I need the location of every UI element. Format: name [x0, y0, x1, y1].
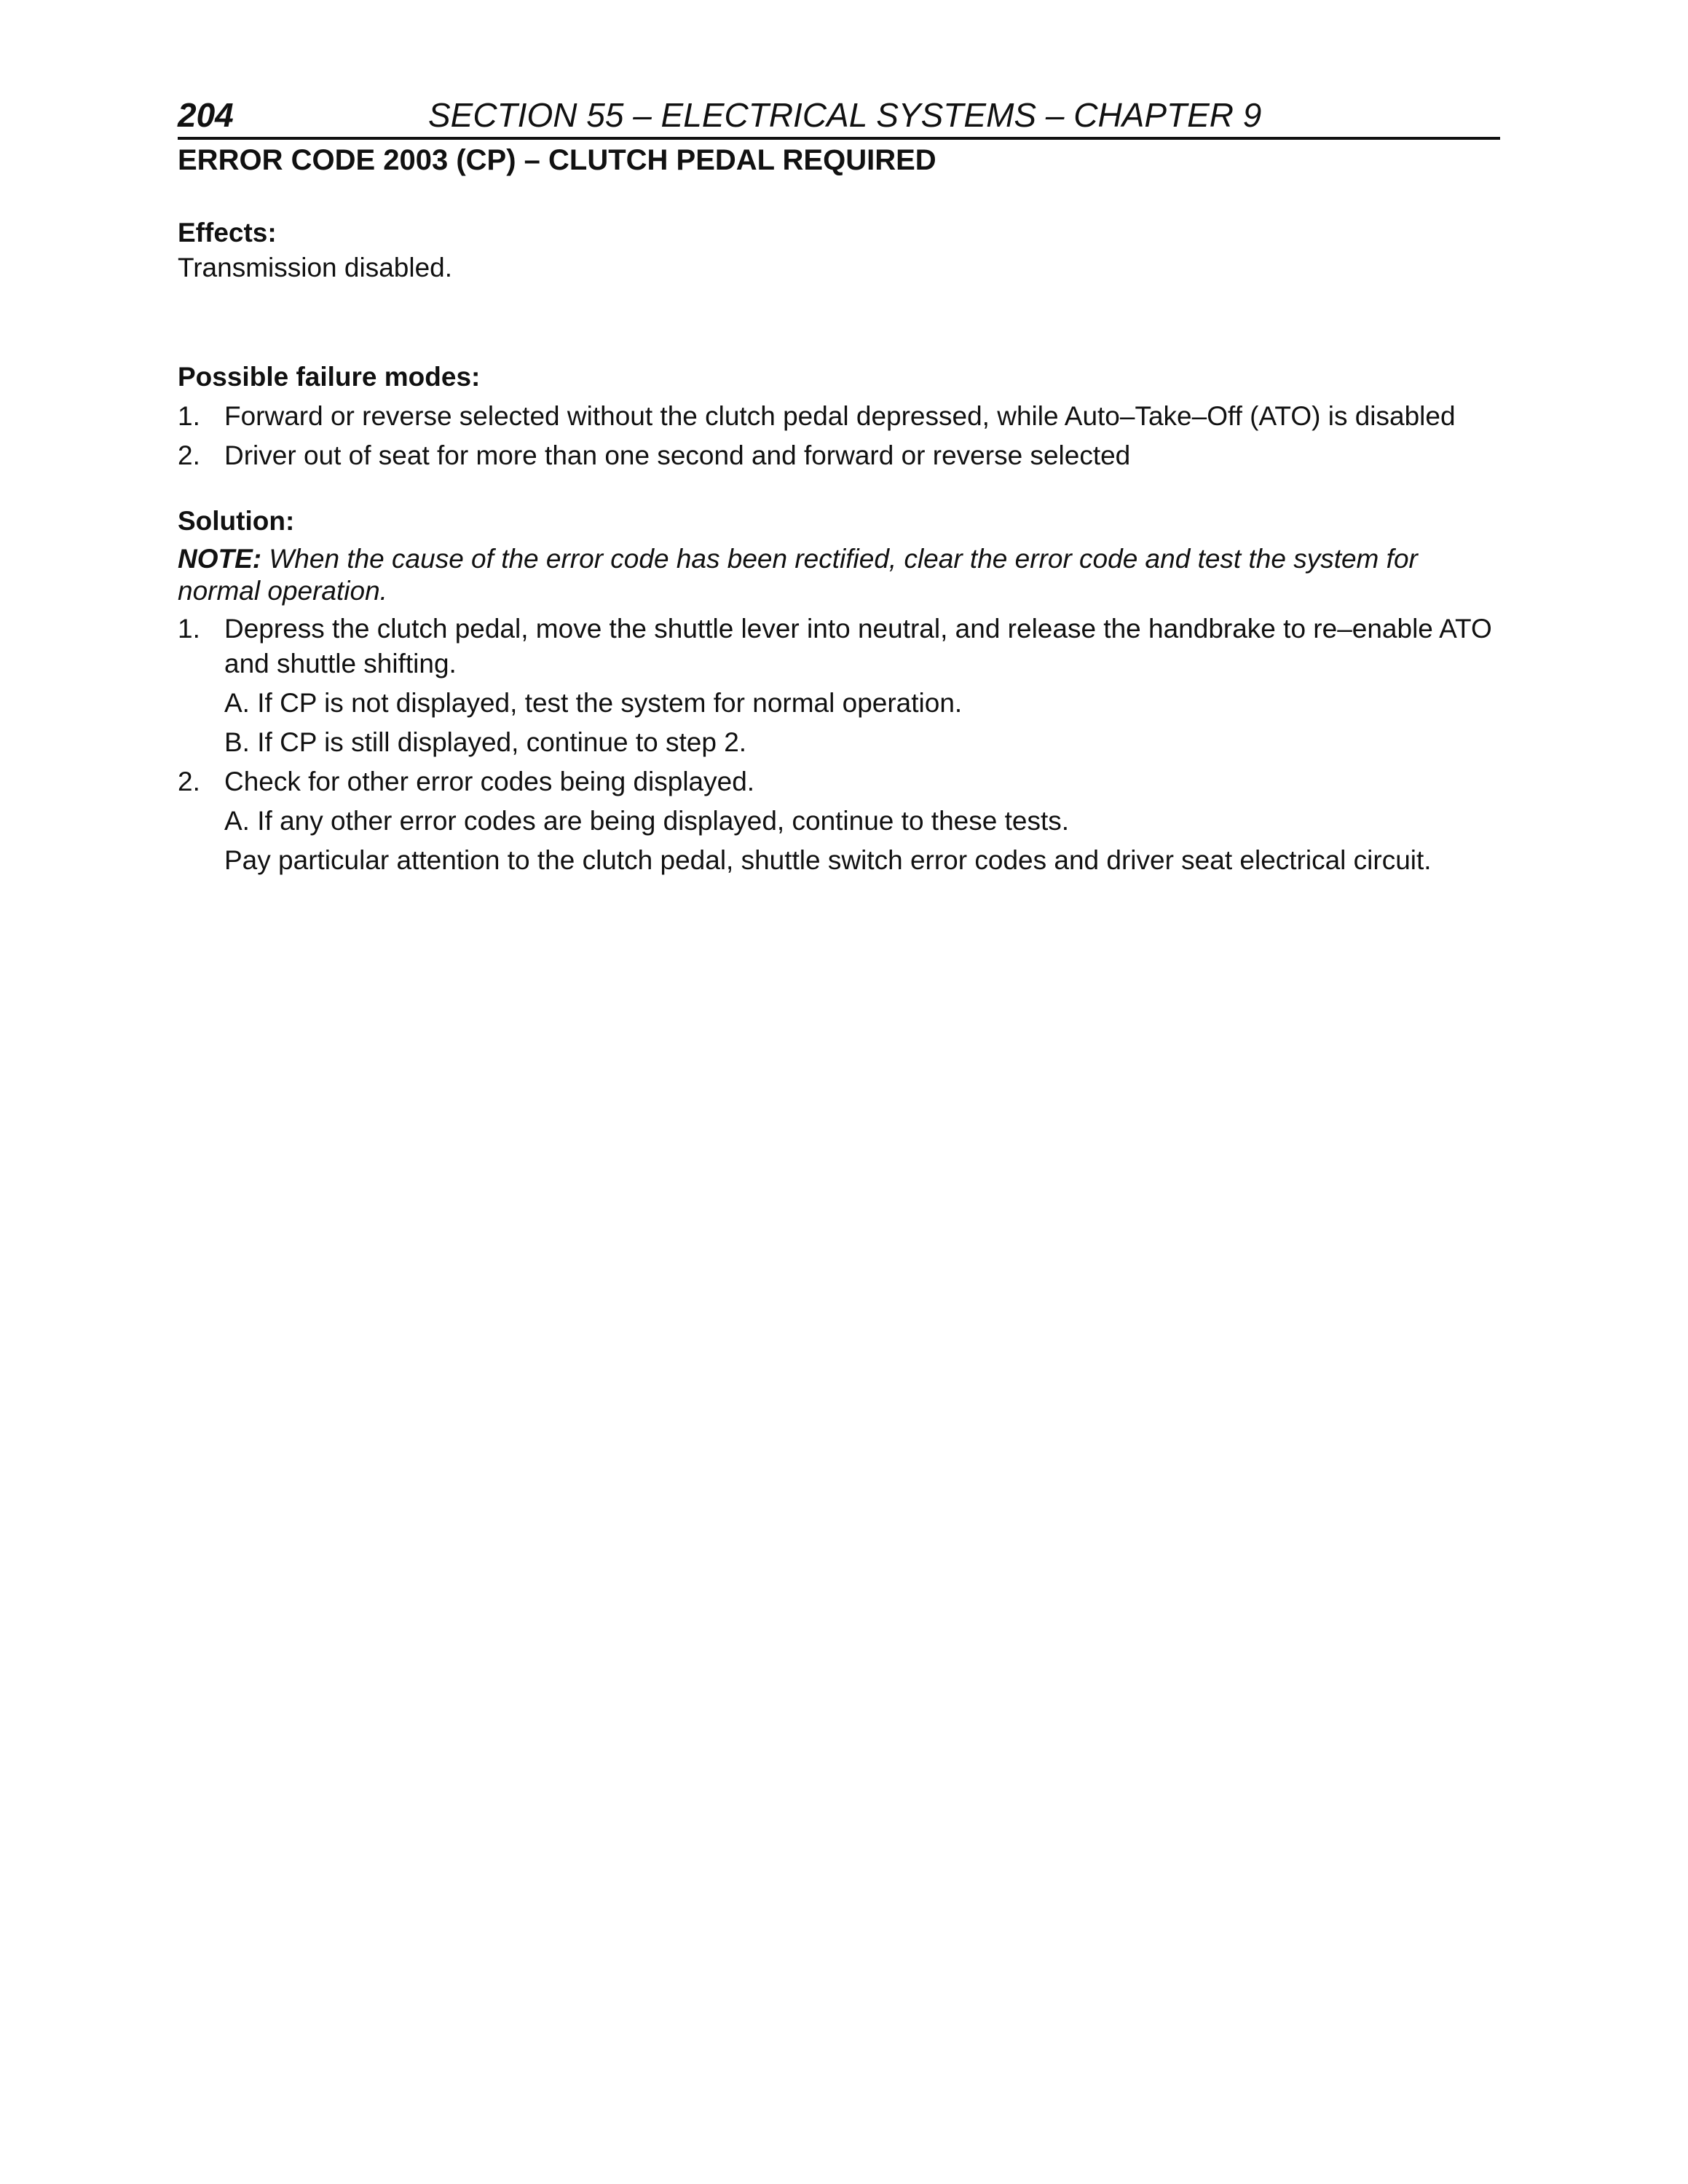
list-item-number: 2.: [178, 767, 200, 796]
solution-heading: Solution:: [178, 506, 295, 536]
list-item-number: 2.: [178, 440, 200, 470]
page-content: [178, 143, 1503, 882]
page-number: 204: [178, 96, 234, 134]
note-text: When the cause of the error code has been rectified, clear the error code and test the system for normal operation.: [178, 544, 1418, 606]
list-item: [178, 399, 1503, 434]
section-title: SECTION 55 – ELECTRICAL SYSTEMS – CHAPTER 9: [428, 96, 1262, 134]
failure-modes-heading: Possible failure modes:: [178, 362, 481, 392]
error-code-title: ERROR CODE 2003 (CP) – CLUTCH PEDAL REQUIRED: [178, 144, 936, 176]
list-item: [178, 438, 1503, 473]
list-item-number: 1.: [178, 401, 200, 431]
list-item-text: Driver out of seat for more than one second and forward or reverse selected: [224, 440, 1131, 470]
sub-step: Pay particular attention to the clutch pedal, shuttle switch error codes and driver seat electrical circuit.: [224, 845, 1432, 875]
effects-heading: Effects:: [178, 218, 277, 248]
solution-steps-list: [178, 612, 1503, 878]
list-item-text: Depress the clutch pedal, move the shuttle lever into neutral, and release the handbrake to re–enable ATO and shuttle shifting.: [224, 614, 1492, 678]
sub-step: A. If any other error codes are being displayed, continue to these tests.: [224, 806, 1070, 836]
list-item-number: 1.: [178, 614, 200, 644]
note-label: NOTE:: [178, 544, 262, 574]
running-header: [178, 93, 1500, 140]
sub-step: B. If CP is still displayed, continue to step 2.: [224, 727, 747, 757]
effects-text: Transmission disabled.: [178, 253, 453, 282]
sub-step: A. If CP is not displayed, test the system for normal operation.: [224, 688, 963, 718]
list-item: [178, 612, 1503, 760]
failure-modes-list: [178, 399, 1503, 473]
list-item-text: Check for other error codes being displayed.: [224, 767, 755, 796]
list-item-text: Forward or reverse selected without the clutch pedal depressed, while Auto–Take–Off (ATO) is disabled: [224, 401, 1456, 431]
solution-note: [178, 543, 1503, 607]
list-item: [178, 764, 1503, 878]
